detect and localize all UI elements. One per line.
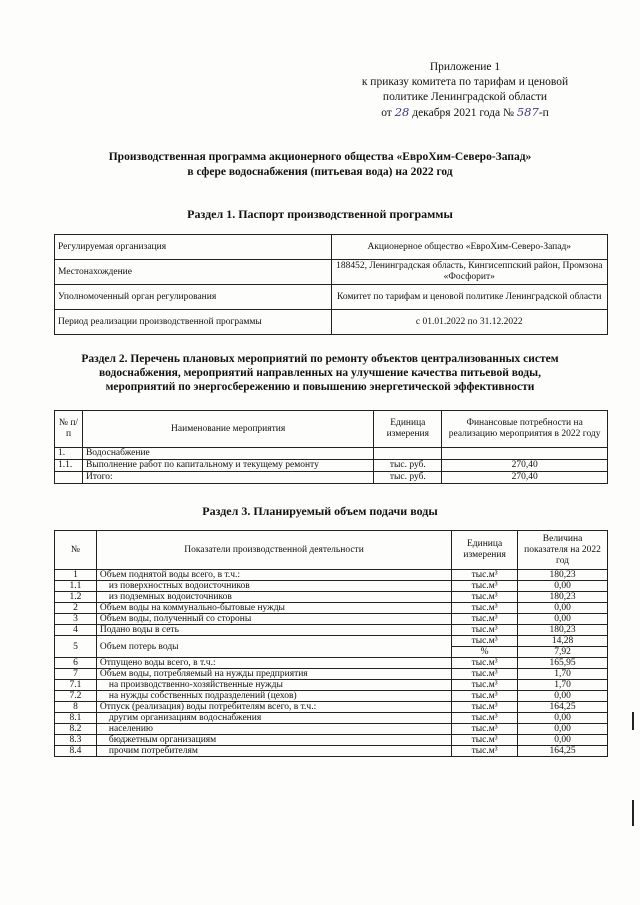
table-row	[55, 260, 608, 285]
row-name: Водоснабжение	[82, 448, 373, 460]
date-prefix: от	[381, 107, 392, 119]
row-value: 0,00	[518, 735, 608, 746]
order-number: 587	[516, 105, 539, 119]
row-value	[442, 448, 608, 460]
row-unit: тыс.м³	[452, 724, 518, 735]
row-name: из подземных водоисточников	[96, 592, 451, 603]
table-header-row	[55, 411, 608, 448]
row-no: 8	[55, 702, 97, 713]
section-1-title: Раздел 1. Паспорт производственной программы	[187, 207, 453, 221]
row-no: 3	[55, 614, 97, 625]
row-no: 7.2	[55, 691, 97, 702]
document-title	[60, 150, 580, 180]
table-row	[55, 472, 608, 484]
table-row	[55, 570, 608, 581]
row-name: бюджетным организациям	[96, 735, 451, 746]
row-unit: тыс.м³	[452, 570, 518, 581]
appendix-header	[360, 60, 570, 121]
header-name: Наименование мероприятия	[82, 411, 373, 448]
row-value: 270,40	[442, 460, 608, 472]
row-unit: тыс.м³	[452, 680, 518, 691]
table-row	[55, 581, 608, 592]
row-value: 0,00	[518, 581, 608, 592]
row-no: 1.	[55, 448, 83, 460]
row-value: 164,25	[518, 746, 608, 757]
document-title-line-2: в сфере водоснабжения (питьевая вода) на 2022 год	[187, 166, 453, 178]
passport-value: Комитет по тарифам и ценовой политике Ленинградской области	[331, 285, 608, 310]
row-value: 0,00	[518, 724, 608, 735]
events-table	[54, 410, 608, 484]
table-header-row	[55, 531, 608, 570]
header-name: Показатели производственной деятельности	[96, 531, 451, 570]
row-unit: тыс.м³	[452, 691, 518, 702]
row-name: на производственно-хозяйственные нужды	[96, 680, 451, 691]
appendix-date-line	[360, 105, 570, 121]
row-unit: %	[452, 647, 518, 658]
passport-label: Уполномоченный орган регулирования	[55, 285, 332, 310]
section-2-title	[30, 352, 610, 394]
row-value: 1,70	[518, 669, 608, 680]
passport-label: Местонахождение	[55, 260, 332, 285]
row-no: 6	[55, 658, 97, 669]
appendix-line-3: политике Ленинградской области	[382, 91, 548, 103]
row-no: 8.1	[55, 713, 97, 724]
table-row	[55, 669, 608, 680]
table-row	[55, 702, 608, 713]
row-unit: тыс.м³	[452, 603, 518, 614]
row-unit: тыс.м³	[452, 735, 518, 746]
scan-mark	[632, 800, 634, 826]
header-finance: Финансовые потребности на реализацию мероприятия в 2022 году	[442, 411, 608, 448]
row-unit: тыс.м³	[452, 636, 518, 647]
table-row	[55, 310, 608, 335]
row-value: 180,23	[518, 570, 608, 581]
row-no: 8.3	[55, 735, 97, 746]
row-value: 165,95	[518, 658, 608, 669]
table-row	[55, 724, 608, 735]
date-rest: декабря 2021 года №	[412, 107, 514, 119]
table-row	[55, 592, 608, 603]
row-no: 1	[55, 570, 97, 581]
section-3-title: Раздел 3. Планируемый объем подачи воды	[202, 504, 438, 518]
row-no: 7.1	[55, 680, 97, 691]
row-value: 14,28	[518, 636, 608, 647]
row-name: Объем воды на коммунально-бытовые нужды	[96, 603, 451, 614]
scan-mark	[632, 712, 634, 730]
row-value: 1,70	[518, 680, 608, 691]
table-row	[55, 285, 608, 310]
row-no: 7	[55, 669, 97, 680]
row-no	[55, 472, 83, 484]
appendix-line-2: к приказу комитета по тарифам и ценовой	[361, 76, 569, 88]
document-title-line-1: Производственная программа акционерного общества «ЕвроХим-Северо-Запад»	[108, 151, 532, 163]
row-name: другим организациям водоснабжения	[96, 713, 451, 724]
row-name: из поверхностных водоисточников	[96, 581, 451, 592]
row-unit: тыс. руб.	[374, 460, 442, 472]
row-no: 2	[55, 603, 97, 614]
row-name: Объем поднятой воды всего, в т.ч.:	[96, 570, 451, 581]
row-name: на нужды собственных подразделений (цехов)	[96, 691, 451, 702]
row-unit: тыс.м³	[452, 581, 518, 592]
row-value: 0,00	[518, 691, 608, 702]
row-no: 8.4	[55, 746, 97, 757]
table-row	[55, 746, 608, 757]
volume-table	[54, 530, 608, 757]
row-unit: тыс.м³	[452, 658, 518, 669]
row-value: 0,00	[518, 713, 608, 724]
row-no: 1.1.	[55, 460, 83, 472]
table-row	[55, 614, 608, 625]
passport-label: Период реализации производственной программы	[55, 310, 332, 335]
header-no: № п/п	[55, 411, 83, 448]
row-unit: тыс.м³	[452, 713, 518, 724]
date-suffix: -п	[538, 107, 549, 119]
table-row	[55, 460, 608, 472]
row-no: 1.1	[55, 581, 97, 592]
table-row	[55, 603, 608, 614]
table-row	[55, 448, 608, 460]
row-value: 180,23	[518, 625, 608, 636]
passport-value: с 01.01.2022 по 31.12.2022	[331, 310, 608, 335]
table-row	[55, 735, 608, 746]
row-no: 5	[55, 636, 97, 658]
section-2-title-line-1: Раздел 2. Перечень плановых мероприятий по ремонту объектов централизованных систем	[81, 353, 559, 365]
table-row	[55, 625, 608, 636]
section-2-title-line-3: мероприятий по энергосбережению и повышению энергетической эффективности	[105, 381, 535, 393]
row-name: населению	[96, 724, 451, 735]
row-value: 164,25	[518, 702, 608, 713]
row-value: 180,23	[518, 592, 608, 603]
row-name: Объем воды, потребляемый на нужды предприятия	[96, 669, 451, 680]
row-name: Выполнение работ по капитальному и текущему ремонту	[82, 460, 373, 472]
passport-value: Акционерное общество «ЕвроХим-Северо-Запад»	[331, 235, 608, 260]
row-name: прочим потребителям	[96, 746, 451, 757]
row-unit: тыс.м³	[452, 746, 518, 757]
row-unit	[374, 448, 442, 460]
row-unit: тыс. руб.	[374, 472, 442, 484]
row-no: 4	[55, 625, 97, 636]
table-row	[55, 658, 608, 669]
passport-label: Регулируемая организация	[55, 235, 332, 260]
header-unit: Единица измерения	[374, 411, 442, 448]
row-value: 0,00	[518, 614, 608, 625]
row-value: 270,40	[442, 472, 608, 484]
table-row	[55, 235, 608, 260]
header-value: Величина показателя на 2022 год	[518, 531, 608, 570]
row-unit: тыс.м³	[452, 614, 518, 625]
table-row	[55, 680, 608, 691]
row-value: 7,92	[518, 647, 608, 658]
passport-value: 188452, Ленинградская область, Кингисеппский район, Промзона «Фосфорит»	[331, 260, 608, 285]
row-no: 1.2	[55, 592, 97, 603]
row-unit: тыс.м³	[452, 669, 518, 680]
row-unit: тыс.м³	[452, 592, 518, 603]
row-no: 8.2	[55, 724, 97, 735]
row-name: Подано воды в сеть	[96, 625, 451, 636]
table-row	[55, 636, 608, 647]
row-name: Итого:	[82, 472, 373, 484]
row-name: Отпуск (реализация) воды потребителям всего, в т.ч.:	[96, 702, 451, 713]
row-unit: тыс.м³	[452, 625, 518, 636]
header-unit: Единица измерения	[452, 531, 518, 570]
row-name: Отпущено воды всего, в т.ч.:	[96, 658, 451, 669]
header-no: №	[55, 531, 97, 570]
section-2-title-line-2: водоснабжения, мероприятий направленных на улучшение качества питьевой воды,	[99, 367, 541, 379]
table-row	[55, 713, 608, 724]
appendix-line-1: Приложение 1	[429, 61, 501, 73]
date-day: 28	[394, 105, 410, 119]
row-name: Объем воды, полученный со стороны	[96, 614, 451, 625]
table-row	[55, 691, 608, 702]
row-value: 0,00	[518, 603, 608, 614]
row-name: Объем потерь воды	[96, 636, 451, 658]
row-unit: тыс.м³	[452, 702, 518, 713]
passport-table	[54, 234, 608, 335]
